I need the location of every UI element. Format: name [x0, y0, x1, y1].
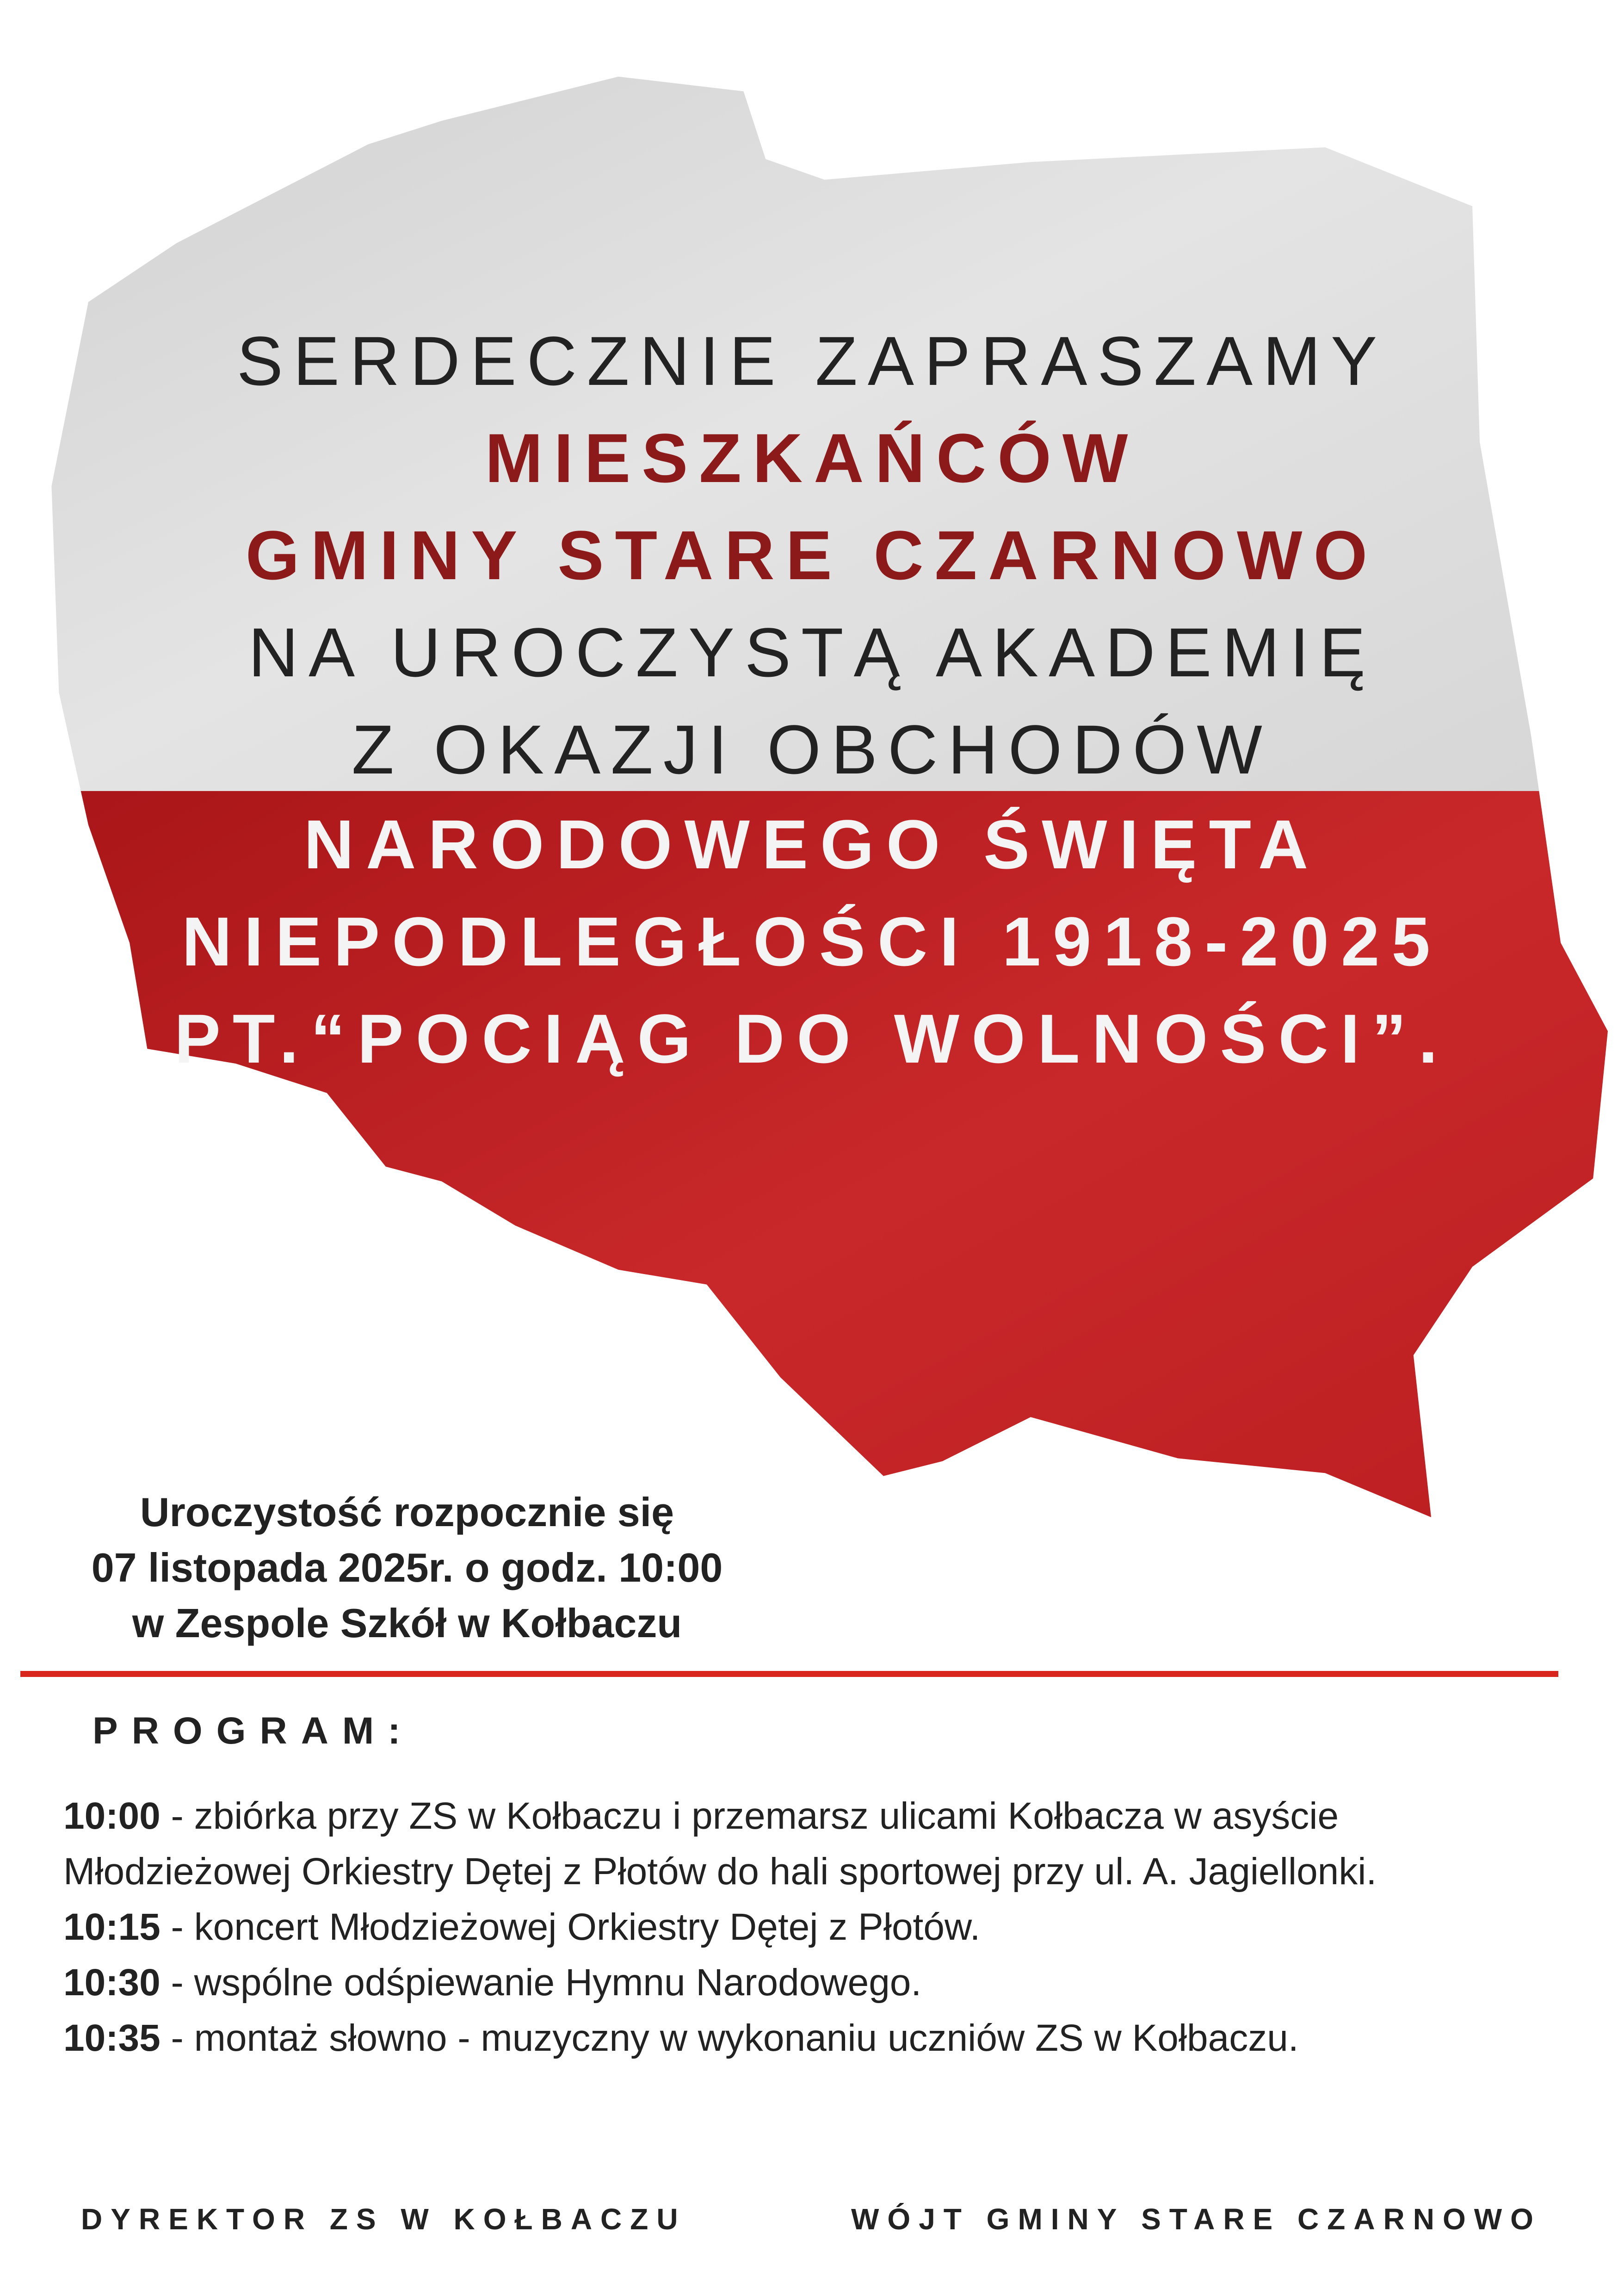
program-item — [63, 1961, 922, 2004]
event-location: w Zespole Szkół w Kołbaczu — [132, 1600, 682, 1646]
headline-title: PT.“POCIĄG DO WOLNOŚCI”. — [174, 1000, 1450, 1077]
headline-residents: MIESZKAŃCÓW — [485, 419, 1139, 497]
headline-occasion: Z OKAZJI OBCHODÓW — [352, 711, 1272, 788]
program-text: - wspólne odśpiewanie Hymnu Narodowego. — [160, 1961, 922, 2004]
headline-academy: NA UROCZYSTĄ AKADEMIĘ — [248, 613, 1376, 691]
program-text: - koncert Młodzieżowej Orkiestry Dętej z Płotów. — [160, 1906, 981, 1948]
program-item — [63, 1850, 1377, 1893]
signature-mayor: WÓJT GMINY STARE CZARNOWO — [851, 2202, 1542, 2236]
program-item — [63, 2019, 1299, 2057]
signature-director: DYREKTOR ZS W KOŁBACZU — [81, 2202, 686, 2236]
headline-municipality: GMINY STARE CZARNOWO — [245, 516, 1379, 594]
divider — [20, 1671, 1558, 1677]
program-title: PROGRAM: — [93, 1710, 414, 1752]
program-time: 10:35 — [63, 2017, 161, 2059]
event-date: 07 listopada 2025r. o godz. 10:00 — [91, 1545, 723, 1590]
program-time: 10:00 — [63, 1795, 161, 1837]
headline-invite: SERDECZNIE ZAPRASZAMY — [236, 322, 1388, 400]
program-item — [63, 1908, 980, 1946]
program-text: Młodzieżowej Orkiestry Dętej z Płotów do hali sportowej przy ul. A. Jagiellonki. — [63, 1850, 1377, 1893]
program-text: - montaż słowno - muzyczny w wykonaniu uczniów ZS w Kołbaczu. — [160, 2017, 1299, 2059]
event-start: Uroczystość rozpocznie się — [140, 1489, 674, 1535]
program-time: 10:15 — [63, 1906, 161, 1948]
program-item — [63, 1797, 1339, 1835]
program-text: - zbiórka przy ZS w Kołbaczu i przemarsz ulicami Kołbacza w asyście — [160, 1795, 1339, 1837]
program-time: 10:30 — [63, 1961, 161, 2004]
headline-holiday: NARODOWEGO ŚWIĘTA — [303, 805, 1321, 883]
headline-independence: NIEPODLEGŁOŚCI 1918-2025 — [182, 903, 1442, 980]
